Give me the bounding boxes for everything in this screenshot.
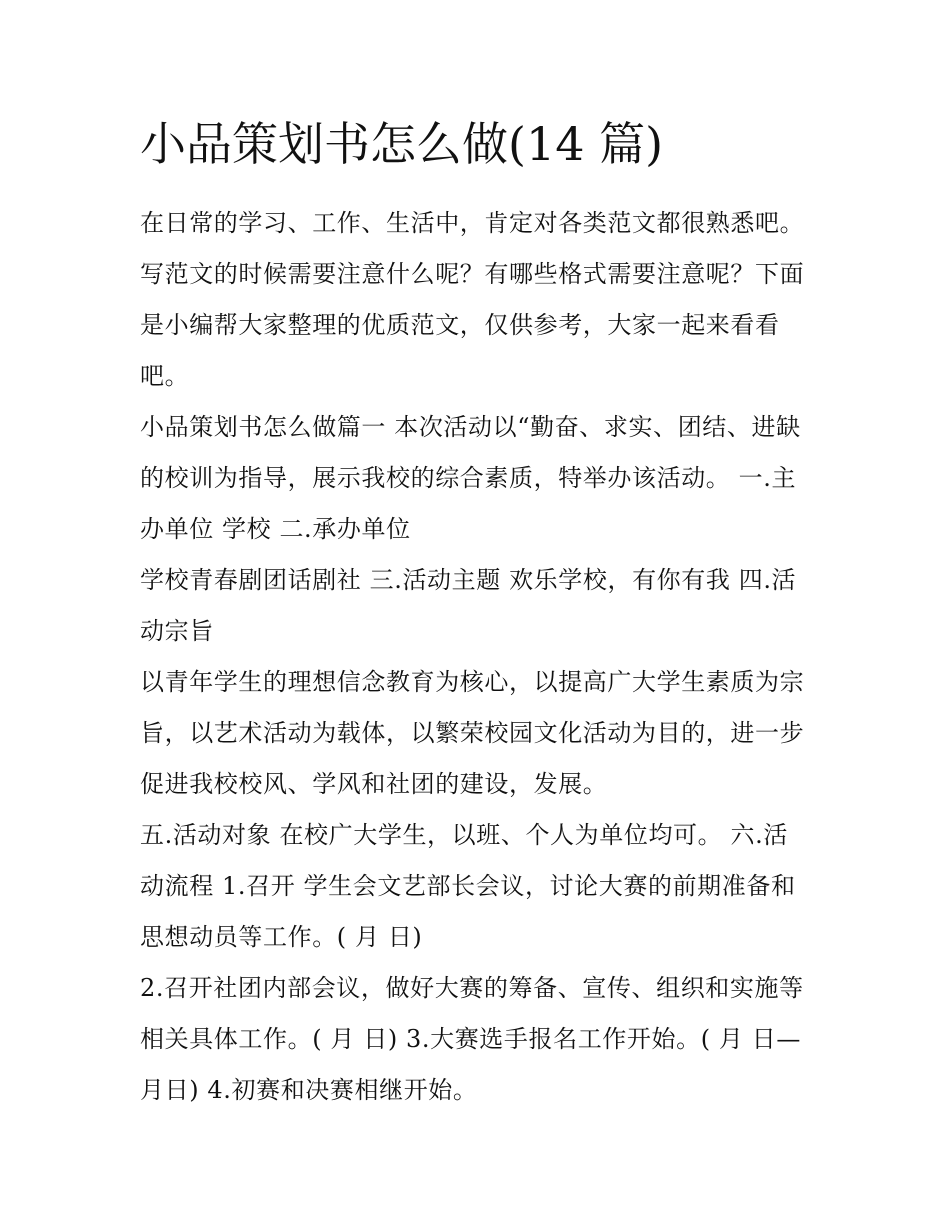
paragraph-intro: 在日常的学习、工作、生活中，肯定对各类范文都很熟悉吧。写范文的时候需要注意什么呢？有哪些格式需要注意呢？下面是小编帮大家整理的优质范文，仅供参考，大家一起来看看吧。 <box>140 209 805 390</box>
paragraph-purpose: 以青年学生的理想信念教育为核心，以提高广大学生素质为宗旨，以艺术活动为载体，以繁荣校园文化活动为目的，进一步促进我校校风、学风和社团的建设，发展。 <box>140 668 805 798</box>
document-body <box>140 198 812 1116</box>
paragraph-schedule: 2.召开社团内部会议，做好大赛的筹备、宣传、组织和实施等相关具体工作。( 月 日) 3.大赛选手报名工作开始。( 月 日—月日) 4.初赛和决赛相继开始。 <box>140 974 804 1104</box>
document-title: 小品策划书怎么做(14 篇) <box>140 117 664 171</box>
paragraph-organizer-theme: 学校青春剧团话剧社 三.活动主题 欢乐学校，有你有我 四.活动宗旨 <box>140 566 797 645</box>
paragraph-activity-overview: 小品策划书怎么做篇一 本次活动以“勤奋、求实、团结、进缺的校训为指导，展示我校的综合素质，特举办该活动。 一.主办单位 学校 二.承办单位 <box>140 413 801 543</box>
paragraph-target-process: 五.活动对象 在校广大学生，以班、个人为单位均可。 六.活动流程 1.召开 学生会文艺部长会议，讨论大赛的前期准备和思想动员等工作。( 月 日) <box>140 821 796 951</box>
